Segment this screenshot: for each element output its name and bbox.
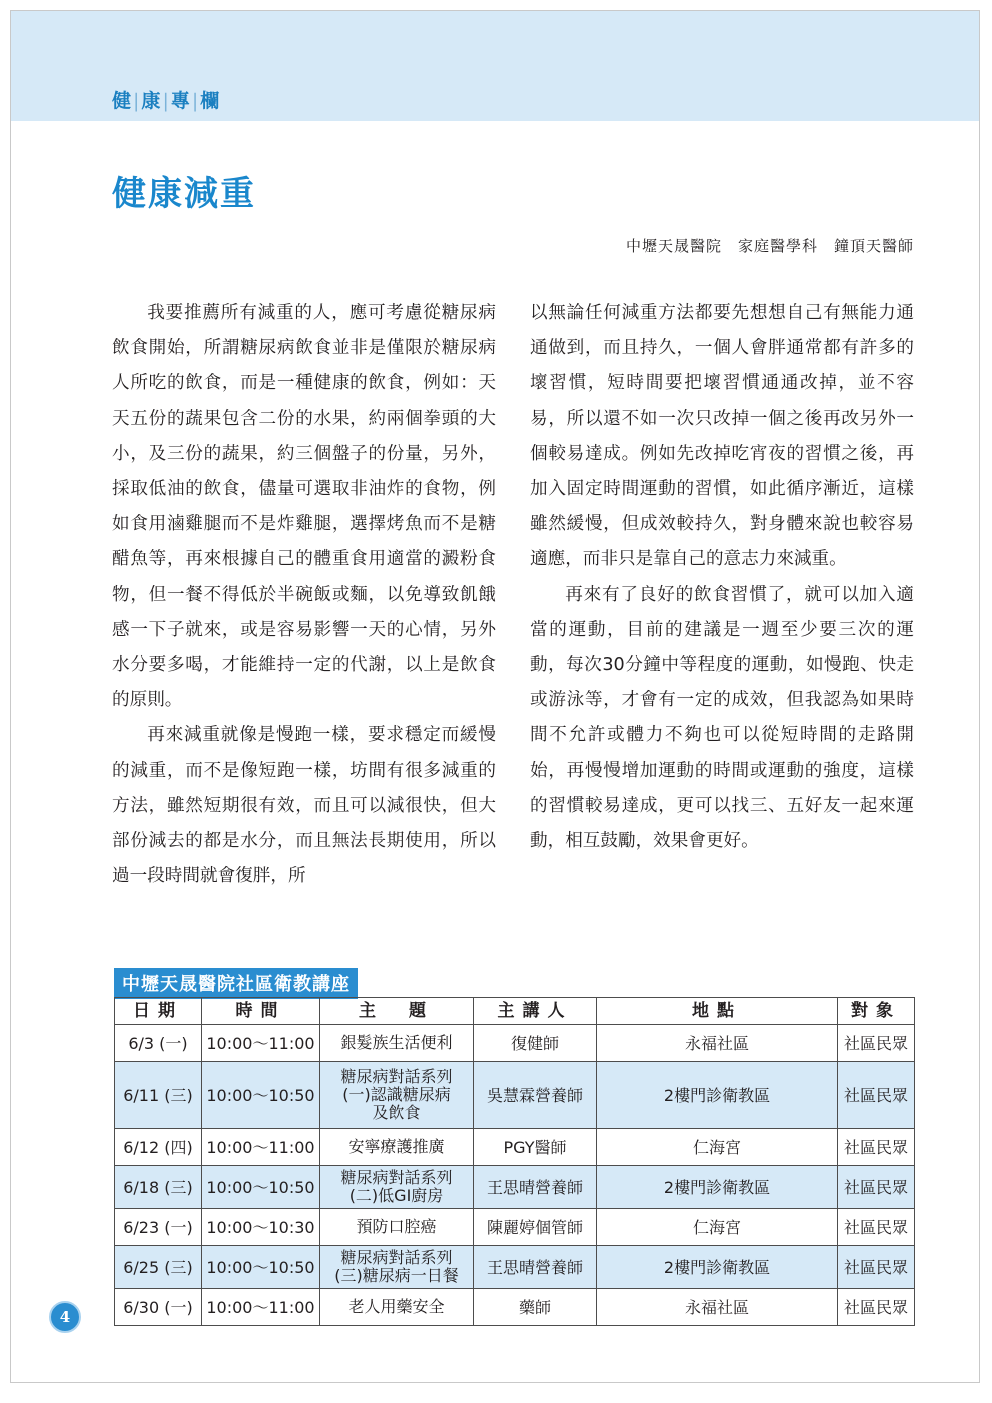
table-row <box>115 1025 915 1062</box>
cell-topic: 糖尿病對話系列 (三)糖尿病一日餐 <box>320 1246 474 1289</box>
cell-date: 6/11 (三) <box>115 1062 202 1129</box>
cell-date: 6/3 (一) <box>115 1025 202 1062</box>
cell-topic: 銀髮族生活便利 <box>320 1025 474 1062</box>
table-row <box>115 1289 915 1326</box>
article-column-right <box>530 296 914 859</box>
cell-audience: 社區民眾 <box>838 1289 915 1326</box>
cell-place: 2樓門診衛教區 <box>597 1246 838 1289</box>
cell-place: 2樓門診衛教區 <box>597 1062 838 1129</box>
cell-date: 6/12 (四) <box>115 1129 202 1166</box>
cell-date: 6/23 (一) <box>115 1209 202 1246</box>
table-row <box>115 1166 915 1209</box>
cell-time: 10:00～11:00 <box>202 1129 320 1166</box>
table-row <box>115 1062 915 1129</box>
article-title: 健康減重 <box>112 174 256 214</box>
cell-audience: 社區民眾 <box>838 1166 915 1209</box>
table-row <box>115 1209 915 1246</box>
cell-topic: 安寧療護推廣 <box>320 1129 474 1166</box>
schedule-title: 中壢天晟醫院社區衛教講座 <box>114 968 358 999</box>
column-label-char: 康 <box>141 90 162 112</box>
cell-topic: 老人用藥安全 <box>320 1289 474 1326</box>
article-paragraph: 我要推薦所有減重的人，應可考慮從糖尿病飲食開始，所謂糖尿病飲食並非是僅限於糖尿病人所吃的飲食，而是一種健康的飲食，例如：天天五份的蔬果包含二份的水果，約兩個拳頭的大小，及三份的蔬果，約三個盤子的份量，另外，採取低油的飲食，儘量可選取非油炸的食物，例如食用滷雞腿而不是炸雞腿，選擇烤魚而不是糖醋魚等，再來根據自己的體重食用適當的澱粉食物，但一餐不得低於半碗飯或麵，以免導致飢餓感一下子就來，或是容易影響一天的心情，另外水分要多喝，才能維持一定的代謝，以上是飲食的原則。 <box>112 303 496 711</box>
cell-speaker: 藥師 <box>474 1289 597 1326</box>
column-label-char: 欄 <box>200 90 221 112</box>
cell-place: 永福社區 <box>597 1289 838 1326</box>
header-audience: 對象 <box>838 998 915 1025</box>
cell-audience: 社區民眾 <box>838 1025 915 1062</box>
column-label-separator: | <box>191 90 200 112</box>
column-label-separator: | <box>133 90 141 112</box>
table-row <box>115 1129 915 1166</box>
cell-date: 6/25 (三) <box>115 1246 202 1289</box>
cell-date: 6/18 (三) <box>115 1166 202 1209</box>
cell-time: 10:00～10:50 <box>202 1246 320 1289</box>
cell-place: 仁海宮 <box>597 1209 838 1246</box>
cell-topic: 糖尿病對話系列 (一)認識糖尿病 及飲食 <box>320 1062 474 1129</box>
header-date: 日期 <box>115 998 202 1025</box>
article-paragraph: 再來減重就像是慢跑一樣，要求穩定而緩慢的減重，而不是像短跑一樣，坊間有很多減重的方法，雖然短期很有效，而且可以減很快，但大部份減去的都是水分，而且無法長期使用，所以過一段時間就會復胖，所 <box>112 725 496 887</box>
header-speaker: 主講人 <box>474 998 597 1025</box>
cell-speaker: 復健師 <box>474 1025 597 1062</box>
article-column-left <box>112 296 496 894</box>
cell-speaker: 王思晴營養師 <box>474 1166 597 1209</box>
cell-time: 10:00～10:50 <box>202 1062 320 1129</box>
cell-time: 10:00～11:00 <box>202 1289 320 1326</box>
cell-speaker: 陳麗婷個管師 <box>474 1209 597 1246</box>
article-paragraph: 再來有了良好的飲食習慣了，就可以加入適當的運動，目前的建議是一週至少要三次的運動，每次30分鐘中等程度的運動，如慢跑、快走或游泳等，才會有一定的成效，但我認為如果時間不允許或體力不夠也可以從短時間的走路開始，再慢慢增加運動的時間或運動的強度，這樣的習慣較易達成，更可以找三、五好友一起來運動，相互鼓勵，效果會更好。 <box>530 584 914 852</box>
cell-place: 2樓門診衛教區 <box>597 1166 838 1209</box>
table-row <box>115 1246 915 1289</box>
cell-audience: 社區民眾 <box>838 1209 915 1246</box>
cell-place: 永福社區 <box>597 1025 838 1062</box>
cell-topic: 預防口腔癌 <box>320 1209 474 1246</box>
article-byline: 中壢天晟醫院 家庭醫學科 鐘頂天醫師 <box>625 237 914 255</box>
cell-time: 10:00～10:50 <box>202 1166 320 1209</box>
column-label <box>112 86 220 113</box>
table-header-row <box>115 998 915 1025</box>
cell-time: 10:00～11:00 <box>202 1025 320 1062</box>
cell-audience: 社區民眾 <box>838 1246 915 1289</box>
cell-audience: 社區民眾 <box>838 1062 915 1129</box>
header-topic: 主 題 <box>320 998 474 1025</box>
cell-time: 10:00～10:30 <box>202 1209 320 1246</box>
header-time: 時間 <box>202 998 320 1025</box>
article-paragraph: 以無論任何減重方法都要先想想自己有無能力通通做到，而且持久，一個人會胖通常都有許多的壞習慣，短時間要把壞習慣通通改掉，並不容易，所以還不如一次只改掉一個之後再改另外一個較易達成。例如先改掉吃宵夜的習慣之後，再加入固定時間運動的習慣，如此循序漸近，這樣雖然緩慢，但成效較持久，對身體來說也較容易適應，而非只是靠自己的意志力來減重。 <box>530 303 914 570</box>
cell-speaker: PGY醫師 <box>474 1129 597 1166</box>
cell-date: 6/30 (一) <box>115 1289 202 1326</box>
column-label-char: 專 <box>170 90 191 112</box>
column-label-char: 健 <box>112 90 133 112</box>
schedule-table <box>114 997 915 1326</box>
cell-speaker: 吳慧霖營養師 <box>474 1062 597 1129</box>
column-label-separator: | <box>162 90 170 112</box>
cell-audience: 社區民眾 <box>838 1129 915 1166</box>
header-place: 地點 <box>597 998 838 1025</box>
cell-topic: 糖尿病對話系列 (二)低GI廚房 <box>320 1166 474 1209</box>
cell-place: 仁海宮 <box>597 1129 838 1166</box>
cell-speaker: 王思晴營養師 <box>474 1246 597 1289</box>
page-number: 4 <box>49 1301 81 1333</box>
